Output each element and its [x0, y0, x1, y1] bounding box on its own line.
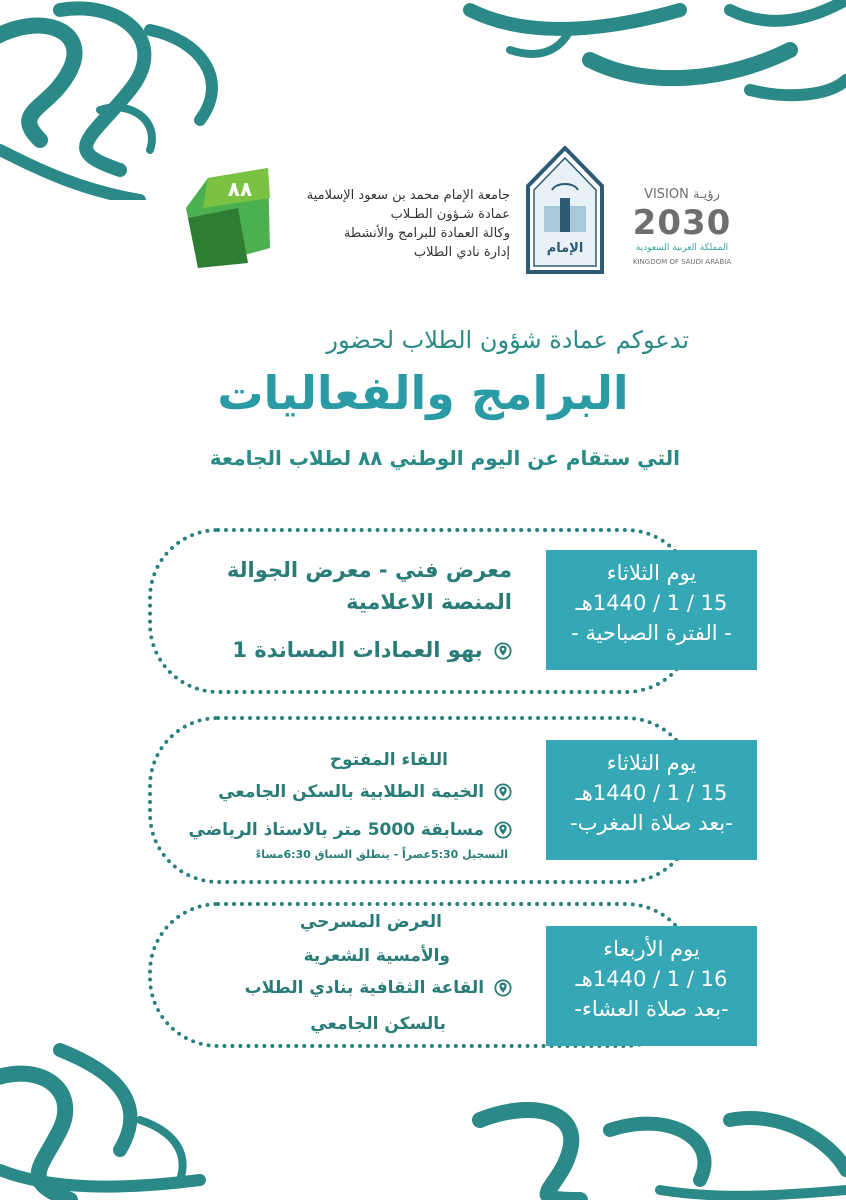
event-subtitle: والأمسية الشعرية — [303, 946, 450, 966]
event-race — [189, 820, 512, 840]
race-label: مسابقة 5000 متر بالاستاذ الرياضي — [188, 820, 485, 840]
event-1-date-box — [546, 550, 757, 670]
event-date: 15 / 1 / 1440هـ — [575, 781, 728, 805]
imam-university-logo — [524, 146, 606, 274]
national-day-88-logo — [178, 168, 276, 274]
university-header — [294, 186, 510, 262]
location-label: القاعة الثقافية بنادي الطلاب — [244, 978, 485, 998]
event-day: يوم الثلاثاء — [606, 561, 697, 585]
invitation-line: تدعوكم عمادة شؤون الطلاب لحضور — [326, 326, 689, 354]
location-label: الخيمة الطلابية بالسكن الجامعي — [218, 782, 485, 802]
event-day: يوم الثلاثاء — [606, 751, 697, 775]
location-pin-icon — [494, 783, 512, 801]
location-pin-icon — [494, 979, 512, 997]
calligraphy-decoration-top-right — [450, 0, 846, 110]
event-time: -بعد صلاة المغرب- — [570, 811, 733, 835]
location-label: بهو العمادات المساندة 1 — [232, 638, 483, 662]
event-subtitle: المنصة الاعلامية — [346, 590, 512, 614]
event-date: 15 / 1 / 1440هـ — [575, 591, 728, 615]
department-name: إدارة نادي الطلاب — [413, 245, 510, 260]
location-pin-icon — [494, 821, 512, 839]
calligraphy-decoration-bottom-right — [460, 1090, 846, 1200]
university-name: جامعة الإمام محمد بن سعود الإسلامية — [306, 188, 510, 203]
location-continuation: بالسكن الجامعي — [310, 1014, 446, 1034]
deanship-name: عمادة شـؤون الطـلاب — [390, 207, 510, 222]
event-time: - الفترة الصباحية - — [571, 621, 732, 645]
event-3-date-box — [546, 926, 757, 1046]
svg-text:KINGDOM OF SAUDI ARABIA: KINGDOM OF SAUDI ARABIA — [632, 258, 732, 266]
event-title: معرض فني - معرض الجوالة — [226, 558, 512, 582]
event-title: العرض المسرحي — [299, 912, 442, 932]
location-pin-icon — [494, 642, 512, 660]
vision-2030-logo — [618, 182, 746, 272]
event-location — [232, 638, 512, 662]
event-2-date-box — [546, 740, 757, 860]
event-date: 16 / 1 / 1440هـ — [575, 967, 728, 991]
svg-text:الإمام: الإمام — [546, 241, 584, 256]
event-time: -بعد صلاة العشاء- — [574, 997, 729, 1021]
event-day: يوم الأربعاء — [603, 937, 700, 961]
event-location — [245, 978, 512, 998]
svg-text:VISION رؤيـة: VISION رؤيـة — [644, 187, 720, 202]
race-note: التسجيل 5:30عصراً - ينطلق السباق 6:30مساءً — [255, 848, 508, 861]
agency-name: وكالة العمادة للبرامج والأنشطة — [343, 226, 510, 241]
subtitle: التي ستقام عن اليوم الوطني ٨٨ لطلاب الجامعة — [209, 446, 680, 470]
svg-text:٨٨: ٨٨ — [227, 177, 253, 201]
calligraphy-decoration-bottom-left — [0, 1040, 220, 1200]
svg-text:المملكة العربية السعودية: المملكة العربية السعودية — [635, 243, 729, 253]
event-title: اللقاء المفتوح — [329, 750, 448, 770]
event-location — [218, 782, 512, 802]
page-title: البرامج والفعاليات — [217, 366, 629, 420]
svg-text:2030: 2030 — [632, 203, 732, 243]
